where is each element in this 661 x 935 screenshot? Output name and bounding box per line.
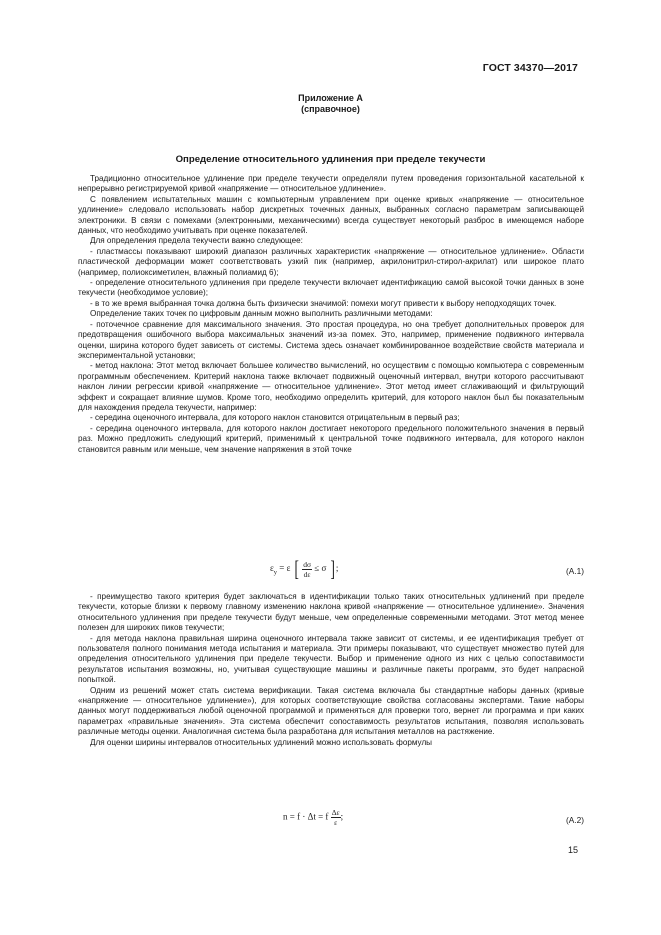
- formula-a1-numerator: dσ: [303, 559, 312, 569]
- formula-a1-expression: $\varepsilon_y = \varepsilon$ [ $\frac{d\sigma}{d\varepsilon}$ ≤ σ ];: [270, 556, 339, 581]
- paragraph: - в то же время выбранная точка должна быть физически значимой: помехи могут привести к выбору неподходящих точек.: [90, 298, 557, 308]
- paragraph: - преимущество такого критерия будет заключаться в идентификации только таких относительных удлинений при пределе текучести, которые близки к первому главному изменению наклона кривой «напряжение — относительное удлинение». Значения относительного удлинения при пределе текучести будут меньше, чем определенные современными методами. Этот метод менее полезен для широких пиков текучести;: [78, 592, 584, 633]
- paragraph: Определение таких точек по цифровым данным можно выполнить различными методами:: [90, 309, 433, 319]
- formula-a1-lhs: ε: [270, 563, 274, 574]
- paragraph: Одним из решений может стать система верификации. Такая система включала бы стандартные наборы данных (кривые «напряжение — относительное удлинение»), для которых соответствующие свойства согласованы экспертами. Такие наборы данных могут поддерживаться любой оценочной программой и применяться для проверки того, вернет ли программа и при каких параметрах «правильные значения». Эта система обеспечит сопоставимость результатов испытания, позволяя использовать различные методы оценки. Аналогичная система была разработана для испытания металлов на растяжение.: [78, 685, 584, 737]
- annex-title: Приложение А: [298, 93, 363, 103]
- paragraph: - поточечное сравнение для максимального значения. Это простая процедура, но она требует дополнительных проверок для предотвращения ошибочного выбора максимальных значений из-за помех. Это, например, применение подвижного интервала оценки, ширина которого будет зависеть от системы. Система здесь означает комбинированное воздействие свойств материала и экспериментальной установки;: [78, 319, 584, 360]
- section-title: Определение относительного удлинения при пределе текучести: [175, 154, 486, 165]
- formula-a2-denominator: ε: [334, 818, 338, 827]
- document-code: ГОСТ 34370—2017: [482, 62, 578, 74]
- formula-a2-tail: ;: [340, 811, 344, 822]
- formula-a1-fraction: [302, 560, 312, 579]
- formula-a1-denominator: dε: [303, 569, 311, 579]
- formula-a1-eq: = ε: [277, 563, 291, 574]
- paragraph: Традиционно относительное удлинение при пределе текучести определяли путем проведения горизонтальной касательной к непрерывно регистрируемой кривой «напряжение — относительное удлинение».: [78, 174, 584, 194]
- formula-a2-lhs: n = f · Δt = f: [283, 811, 329, 822]
- annex-type: (справочное): [301, 104, 360, 114]
- formula-a2-expression: [283, 808, 343, 827]
- formula-a1-tail: ;: [335, 563, 339, 574]
- annex-heading: [0, 93, 661, 115]
- formula-a2-numerator: Δε: [331, 808, 340, 817]
- formula-a2-fraction: [331, 808, 341, 827]
- paragraph: - середина оценочного интервала, для которого наклон достигает некоторого предельного положительного значения в первый раз. Можно предложить следующий критерий, применимый к центральной точке подвижного интервала, для которого наклон становится равным или меньше, чем значение напряжения в этой точке: [78, 423, 584, 454]
- body-text-part-2: [78, 592, 584, 748]
- paragraph: - для метода наклона правильная ширина оценочного интервала также зависит от системы, и ее идентификация требует от пользователя полного понимания метода испытания и материала. Эти примеры показывают, что существует множество путей для определения относительного удлинения при пределе текучести. Выбор и применение одного из них с целью сопоставимости результатов испытания возможны, но, учитывая существующие машины и различные пакеты программ, это будет напрасной попыткой.: [78, 633, 584, 685]
- paragraph: - середина оценочного интервала, для которого наклон становится отрицательным в первый раз;: [90, 413, 460, 423]
- formula-a1-number: (А.1): [566, 566, 584, 576]
- formula-a1: [78, 558, 584, 584]
- formula-a2: [78, 808, 584, 834]
- paragraph: - пластмассы показывают широкий диапазон различных характеристик «напряжение — относительное удлинение». Области пластической деформации может соответствовать узкий пик (например, акрилонитрил-стирол-акрилат) или широкое плато (например, полиоксиметилен, влажный полиамид 6);: [78, 246, 584, 277]
- formula-a1-relation: ≤ σ: [314, 563, 327, 574]
- page-number: 15: [567, 845, 578, 855]
- paragraph: Для оценки ширины интервалов относительных удлинений можно использовать формулы: [90, 737, 433, 747]
- paragraph: - метод наклона: Этот метод включает большее количество вычислений, но осуществим с помощью компьютера с современным программным обеспечением. Критерий наклона также включает подвижный оценочный интервал, внутри которого рассчитывают наклон линии регрессии кривой «напряжение — относительное удлинение». Этот метод имеет сглаживающий и фильтрующий эффект и сокращает влияние шумов. Кроме того, необходимо определить критерий, для которого наклон был бы показательным для нахождения предела текучести, например:: [78, 361, 584, 412]
- formula-a1-lhs-sub: y: [273, 568, 278, 576]
- paragraph: - определение относительного удлинения при пределе текучести включает идентификацию самой высокой точки данных в зоне текучести (необходимое условие);: [78, 278, 584, 298]
- formula-a2-number: (А.2): [566, 815, 584, 825]
- paragraph: С появлением испытательных машин с компьютерным управлением при оценке кривых «напряжение — относительное удлинение» следовало использовать набор дискретных точечных данных, выбранных согласно параметрам записывающей электроники. В связи с помехами (электронными, механическими) всегда существует некоторый разброс в имеющемся наборе данных, что необходимо учитывать при оценке показателей.: [78, 194, 584, 236]
- paragraph: Для определения предела текучести важно следующее:: [90, 236, 303, 246]
- body-text-part-1: [78, 174, 584, 455]
